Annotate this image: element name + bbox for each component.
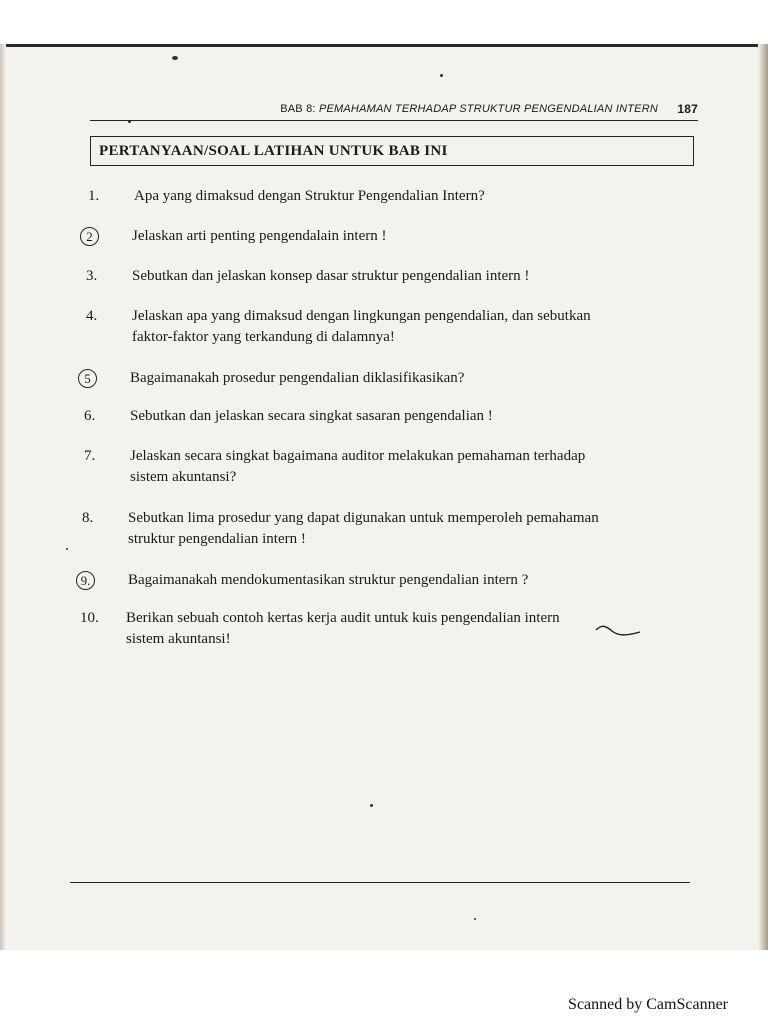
question-line: Sebutkan dan jelaskan konsep dasar struktur pengendalian intern !	[132, 268, 530, 284]
question-line: struktur pengendalian intern !	[128, 531, 306, 547]
question-line: Jelaskan secara singkat bagaimana auditor melakukan pemahaman terhadap	[130, 448, 586, 464]
question-text	[130, 368, 464, 389]
question-text	[128, 570, 528, 591]
scan-speck	[172, 56, 178, 60]
question-line: Apa yang dimaksud dengan Struktur Pengendalian Intern?	[134, 188, 485, 204]
question-text	[126, 608, 560, 650]
page-left-edge	[0, 44, 6, 950]
camscanner-watermark: Scanned by CamScanner	[568, 996, 728, 1013]
question-line: Berikan sebuah contoh kertas kerja audit untuk kuis pengendalian intern	[126, 610, 560, 626]
handwritten-underline-mark	[594, 624, 642, 636]
question-line: sistem akuntansi!	[126, 631, 231, 647]
question-number: 6.	[84, 408, 96, 424]
question-number: 1.	[88, 188, 100, 204]
chapter-name: PEMAHAMAN TERHADAP STRUKTUR PENGENDALIAN INTERN	[318, 103, 658, 115]
section-title: PERTANYAAN/SOAL LATIHAN UNTUK BAB INI	[99, 143, 448, 159]
question-line: Jelaskan arti penting pengendalain intern !	[132, 228, 387, 244]
question-line: Jelaskan apa yang dimaksud dengan lingkungan pengendalian, dan sebutkan	[132, 308, 591, 324]
question-line: Sebutkan lima prosedur yang dapat digunakan untuk memperoleh pemahaman	[128, 510, 599, 526]
question-text	[134, 186, 485, 207]
page-header	[90, 100, 698, 121]
page-number: 187	[677, 102, 698, 116]
scan-speck	[370, 804, 373, 807]
page-right-edge	[758, 44, 768, 950]
scan-speck	[440, 74, 443, 77]
question-text	[130, 406, 493, 427]
question-number: 10.	[80, 610, 99, 626]
circled-question-number: 9.	[76, 571, 95, 590]
question-line: Bagaimanakah mendokumentasikan struktur pengendalian intern ?	[128, 572, 529, 588]
footer-rule	[70, 882, 690, 883]
circled-question-number: 5	[78, 369, 97, 388]
question-line: Sebutkan dan jelaskan secara singkat sasaran pengendalian !	[130, 408, 493, 424]
question-text	[130, 446, 585, 488]
question-text	[128, 508, 599, 550]
question-number: 8.	[82, 510, 94, 526]
section-title-box	[90, 136, 694, 166]
question-line: Bagaimanakah prosedur pengendalian diklasifikasikan?	[130, 370, 465, 386]
chapter-title	[280, 103, 658, 115]
question-number: 4.	[86, 308, 98, 324]
scan-speck	[66, 548, 68, 550]
question-number: 3.	[86, 268, 98, 284]
chapter-number: BAB 8:	[280, 103, 316, 115]
question-text	[132, 306, 591, 348]
circled-question-number: 2	[80, 227, 99, 246]
question-text	[132, 266, 529, 287]
question-text	[132, 226, 387, 247]
question-line: faktor-faktor yang terkandung di dalamnya!	[132, 329, 395, 345]
scan-top-margin	[0, 0, 768, 44]
question-line: sistem akuntansi?	[130, 469, 237, 485]
question-number: 7.	[84, 448, 96, 464]
scanned-page	[0, 44, 768, 950]
scan-speck	[474, 918, 476, 920]
